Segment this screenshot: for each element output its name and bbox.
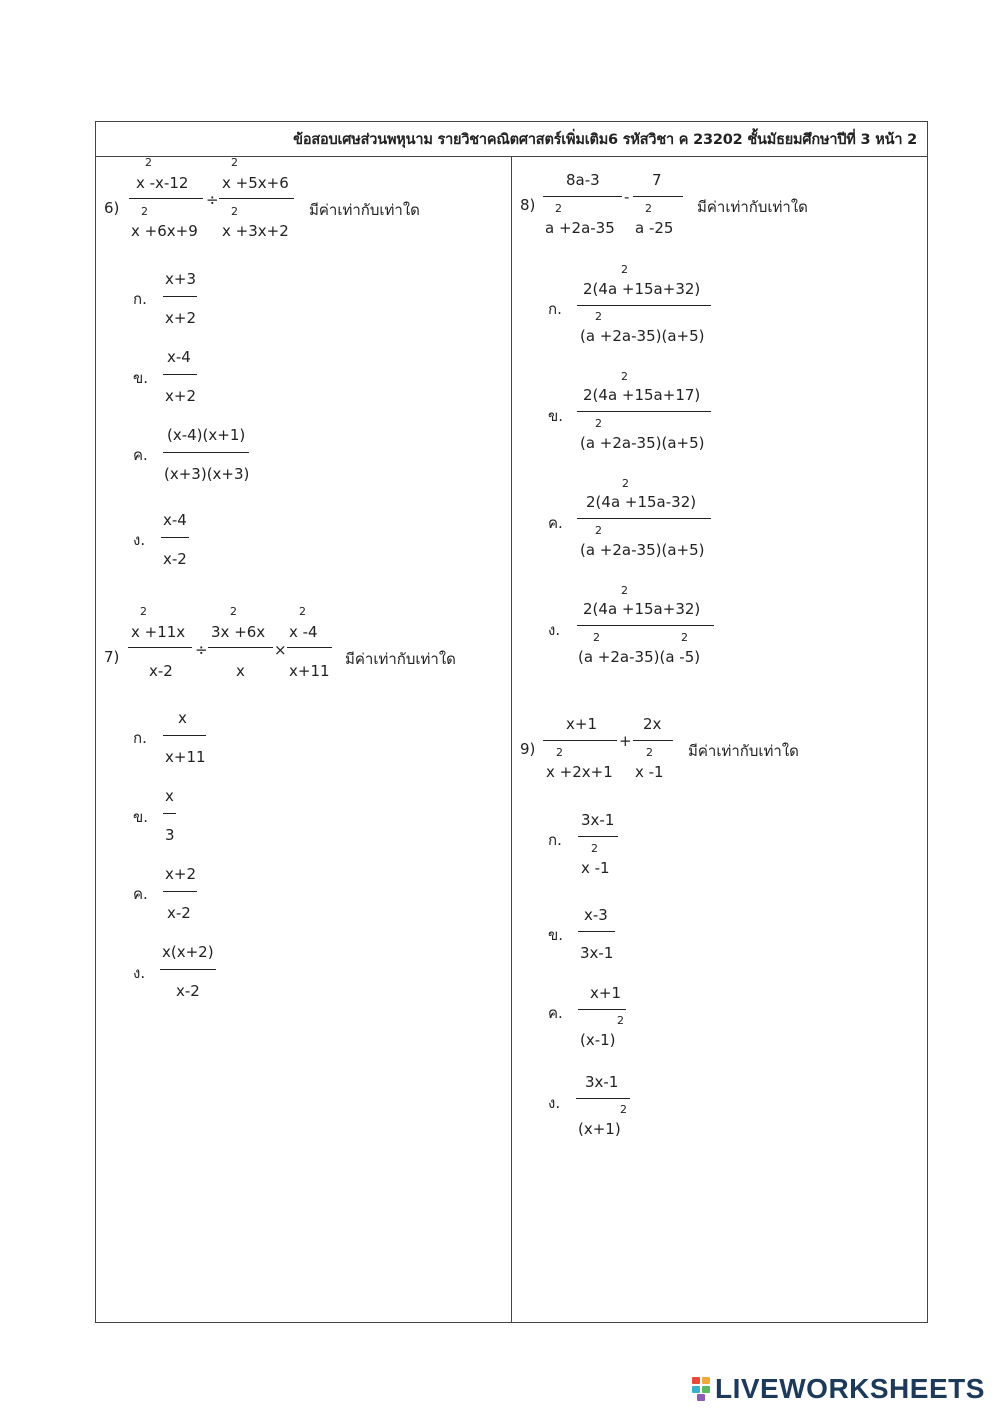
fraction-bar bbox=[287, 647, 332, 648]
exponent: 2 bbox=[231, 205, 238, 218]
exponent: 2 bbox=[145, 156, 152, 169]
fraction-bar bbox=[129, 198, 203, 199]
fraction-bar bbox=[208, 647, 273, 648]
exponent: 2 bbox=[645, 202, 652, 215]
fraction-denominator: x-2 bbox=[149, 662, 173, 680]
fraction-numerator: 3x +6x bbox=[211, 623, 266, 641]
choice-letter: ค. bbox=[548, 514, 563, 532]
choice-denominator: (x+3)(x+3) bbox=[164, 465, 250, 483]
worksheet-page bbox=[95, 121, 928, 1323]
question-number: 7) bbox=[104, 648, 120, 666]
fraction-denominator: x +2x+1 bbox=[546, 763, 613, 781]
choice-letter: ค. bbox=[548, 1004, 563, 1022]
choice-denominator: (a +2a-35)(a+5) bbox=[580, 327, 705, 345]
choice-letter: ก. bbox=[548, 300, 562, 318]
divide-operator: ÷ bbox=[195, 641, 208, 659]
choice-letter: ง. bbox=[548, 621, 561, 639]
fraction-bar bbox=[633, 196, 683, 197]
question-number: 8) bbox=[520, 196, 536, 214]
choice-denominator: (x+1) bbox=[578, 1120, 621, 1138]
choice-letter: ข. bbox=[548, 926, 564, 944]
choice-numerator: x-4 bbox=[163, 511, 187, 529]
exponent: 2 bbox=[621, 584, 628, 597]
choice-numerator: 2(4a +15a-32) bbox=[586, 493, 697, 511]
fraction-bar bbox=[160, 969, 216, 970]
choice-numerator: x+3 bbox=[165, 270, 196, 288]
choice-numerator: x+2 bbox=[165, 865, 196, 883]
plus-operator: + bbox=[619, 732, 632, 750]
multiply-operator: × bbox=[274, 641, 287, 659]
question-number: 9) bbox=[520, 740, 536, 758]
fraction-bar bbox=[128, 647, 192, 648]
fraction-numerator: x -x-12 bbox=[136, 174, 189, 192]
fraction-numerator: x +11x bbox=[131, 623, 186, 641]
fraction-bar bbox=[163, 735, 206, 736]
choice-numerator: x bbox=[165, 787, 174, 805]
fraction-bar bbox=[578, 1009, 626, 1010]
exponent: 2 bbox=[621, 370, 628, 383]
exponent: 2 bbox=[595, 417, 602, 430]
choice-numerator: x-3 bbox=[584, 906, 608, 924]
choice-numerator: 2(4a +15a+32) bbox=[583, 600, 701, 618]
question-number: 6) bbox=[104, 199, 120, 217]
fraction-bar bbox=[543, 196, 622, 197]
header-title: ข้อสอบเศษส่วนพหุนาม รายวิชาคณิตศาสตร์เพิ่มเติม6 รหัสวิชา ค 23202 ชั้นมัธยมศึกษาปีที่ 3 หน้า 2 bbox=[293, 131, 917, 148]
question-prompt: มีค่าเท่ากับเท่าใด bbox=[309, 201, 420, 219]
exponent: 2 bbox=[140, 605, 147, 618]
fraction-bar bbox=[633, 740, 673, 741]
fraction-denominator: a -25 bbox=[635, 219, 674, 237]
choice-numerator: x+1 bbox=[590, 984, 621, 1002]
divide-operator: ÷ bbox=[206, 191, 219, 209]
exponent: 2 bbox=[681, 631, 688, 644]
page-header bbox=[96, 122, 927, 157]
exponent: 2 bbox=[595, 310, 602, 323]
choice-letter: ง. bbox=[133, 531, 146, 549]
fraction-bar bbox=[163, 452, 249, 453]
fraction-denominator: x +6x+9 bbox=[131, 222, 198, 240]
choice-denominator: (a +2a-35)(a -5) bbox=[578, 648, 701, 666]
fraction-bar bbox=[578, 931, 615, 932]
fraction-bar bbox=[543, 740, 617, 741]
question-prompt: มีค่าเท่ากับเท่าใด bbox=[688, 742, 799, 760]
choice-denominator: x-2 bbox=[176, 982, 200, 1000]
choice-denominator: x+11 bbox=[165, 748, 206, 766]
fraction-numerator: x +5x+6 bbox=[222, 174, 289, 192]
choice-letter: ค. bbox=[133, 446, 148, 464]
fraction-bar bbox=[163, 374, 197, 375]
choice-denominator: (a +2a-35)(a+5) bbox=[580, 434, 705, 452]
choice-denominator: 3x-1 bbox=[580, 944, 614, 962]
fraction-bar bbox=[577, 411, 711, 412]
question-prompt: มีค่าเท่ากับเท่าใด bbox=[697, 198, 808, 216]
fraction-bar bbox=[161, 537, 189, 538]
choice-letter: ก. bbox=[133, 290, 147, 308]
choice-numerator: (x-4)(x+1) bbox=[167, 426, 246, 444]
choice-numerator: 2(4a +15a+17) bbox=[583, 386, 701, 404]
liveworksheets-logo-icon bbox=[692, 1377, 712, 1401]
liveworksheets-logo bbox=[692, 1373, 985, 1405]
fraction-bar bbox=[163, 813, 176, 814]
question-prompt: มีค่าเท่ากับเท่าใด bbox=[345, 650, 456, 668]
fraction-denominator: x+11 bbox=[289, 662, 330, 680]
choice-letter: ง. bbox=[548, 1094, 561, 1112]
fraction-bar bbox=[576, 1098, 630, 1099]
fraction-bar bbox=[577, 625, 714, 626]
exponent: 2 bbox=[595, 524, 602, 537]
choice-denominator: x -1 bbox=[581, 859, 610, 877]
fraction-bar bbox=[578, 836, 618, 837]
exponent: 2 bbox=[591, 842, 598, 855]
fraction-bar bbox=[577, 518, 711, 519]
choice-letter: ข. bbox=[133, 369, 149, 387]
exponent: 2 bbox=[617, 1014, 624, 1027]
exponent: 2 bbox=[622, 477, 629, 490]
fraction-numerator: 7 bbox=[652, 171, 662, 189]
exponent: 2 bbox=[593, 631, 600, 644]
choice-denominator: (x-1) bbox=[580, 1031, 616, 1049]
exponent: 2 bbox=[299, 605, 306, 618]
fraction-numerator: x+1 bbox=[566, 715, 597, 733]
fraction-bar bbox=[163, 891, 197, 892]
fraction-numerator: 8a-3 bbox=[566, 171, 600, 189]
fraction-denominator: x -1 bbox=[635, 763, 664, 781]
column-divider bbox=[511, 157, 512, 1323]
exponent: 2 bbox=[556, 746, 563, 759]
choice-denominator: x-2 bbox=[167, 904, 191, 922]
choice-letter: ก. bbox=[548, 831, 562, 849]
choice-numerator: 3x-1 bbox=[581, 811, 615, 829]
fraction-numerator: 2x bbox=[643, 715, 662, 733]
choice-numerator: x(x+2) bbox=[162, 943, 214, 961]
choice-denominator: 3 bbox=[165, 826, 175, 844]
choice-numerator: x bbox=[178, 709, 187, 727]
exponent: 2 bbox=[230, 605, 237, 618]
choice-numerator: 3x-1 bbox=[585, 1073, 619, 1091]
fraction-numerator: x -4 bbox=[289, 623, 318, 641]
choice-letter: ข. bbox=[133, 808, 149, 826]
brand-name: LIVEWORKSHEETS bbox=[715, 1373, 985, 1404]
fraction-bar bbox=[577, 305, 711, 306]
minus-operator: - bbox=[624, 188, 630, 206]
exponent: 2 bbox=[555, 202, 562, 215]
exponent: 2 bbox=[231, 156, 238, 169]
choice-letter: ก. bbox=[133, 729, 147, 747]
fraction-denominator: x +3x+2 bbox=[222, 222, 289, 240]
exponent: 2 bbox=[620, 1103, 627, 1116]
choice-numerator: x-4 bbox=[167, 348, 191, 366]
choice-denominator: x+2 bbox=[165, 387, 196, 405]
choice-letter: ข. bbox=[548, 407, 564, 425]
choice-denominator: (a +2a-35)(a+5) bbox=[580, 541, 705, 559]
fraction-bar bbox=[163, 296, 197, 297]
exponent: 2 bbox=[141, 205, 148, 218]
fraction-denominator: x bbox=[236, 662, 245, 680]
exponent: 2 bbox=[621, 263, 628, 276]
choice-letter: ค. bbox=[133, 885, 148, 903]
choice-numerator: 2(4a +15a+32) bbox=[583, 280, 701, 298]
fraction-denominator: a +2a-35 bbox=[545, 219, 615, 237]
choice-denominator: x-2 bbox=[163, 550, 187, 568]
choice-denominator: x+2 bbox=[165, 309, 196, 327]
choice-letter: ง. bbox=[133, 964, 146, 982]
fraction-bar bbox=[219, 198, 294, 199]
exponent: 2 bbox=[646, 746, 653, 759]
